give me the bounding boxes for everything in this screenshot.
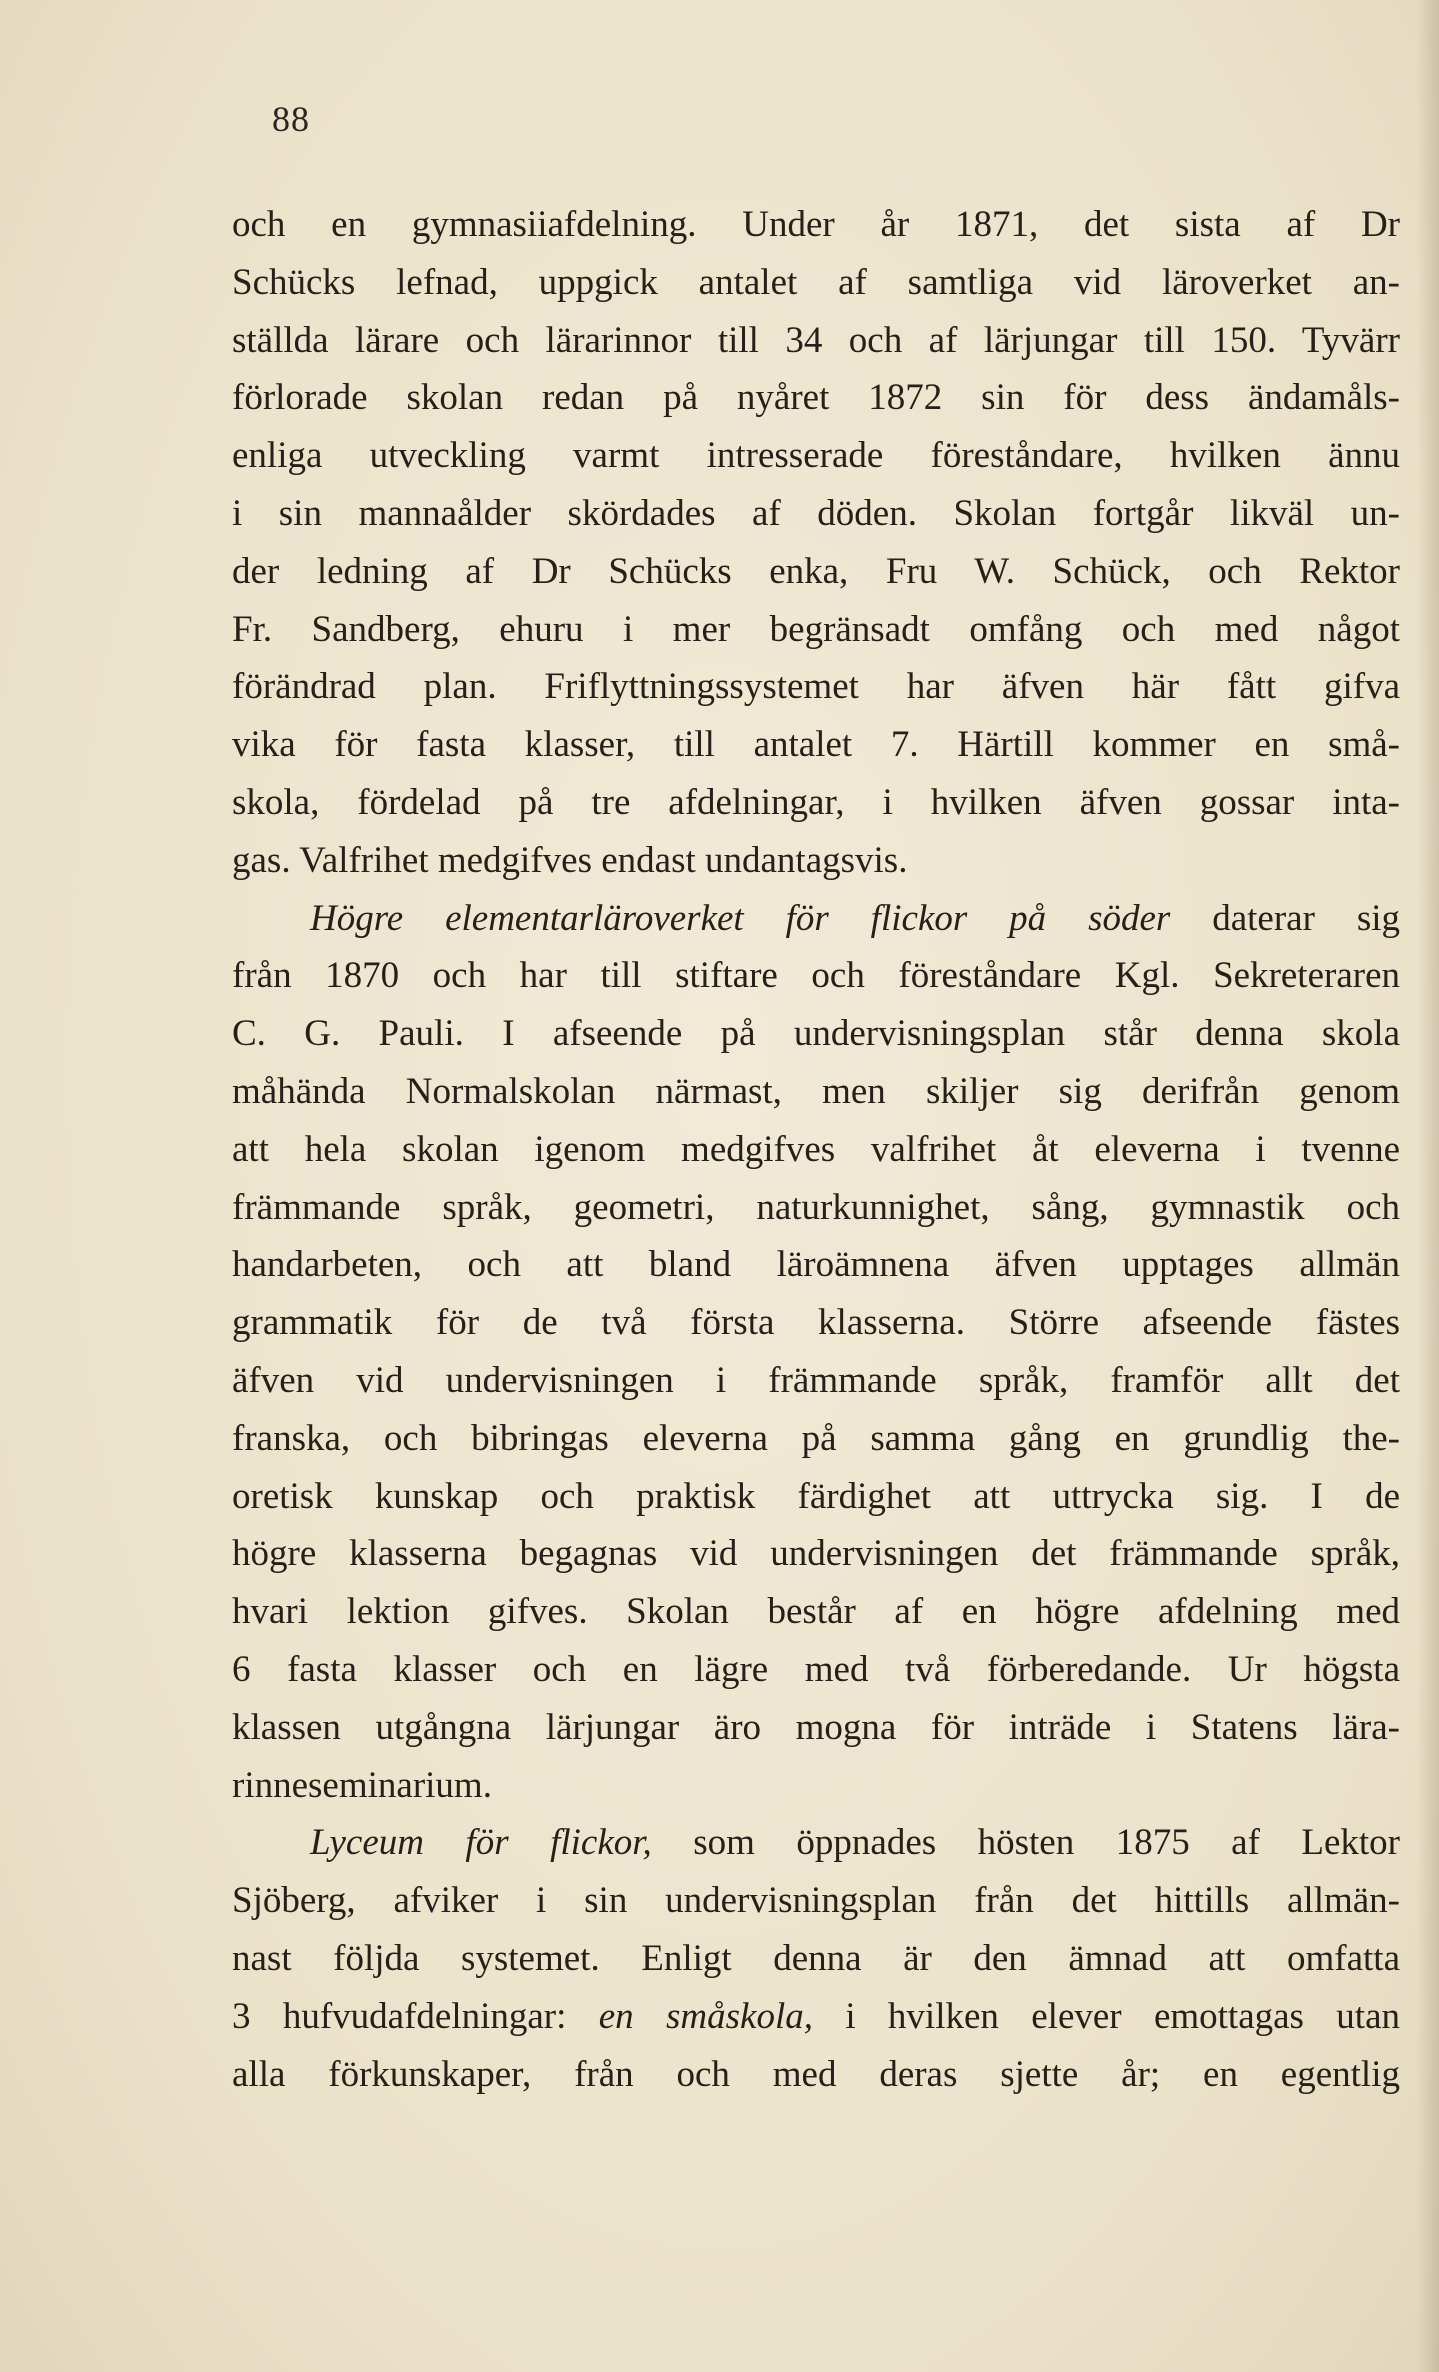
text-line: alla förkunskaper, från och med deras sjette år; en egentlig <box>232 2053 1400 2095</box>
page-edge-shadow <box>1417 0 1439 2372</box>
text-line: att hela skolan igenom medgifves valfrihet åt eleverna i tvenne <box>232 1128 1400 1170</box>
text-line <box>232 1814 1400 1872</box>
text-line: ställda lärare och lärarinnor till 34 och af lärjungar till 150. Tyvärr <box>232 319 1400 361</box>
text-line: franska, och bibringas eleverna på samma gång en grundlig the- <box>232 1417 1400 1459</box>
italic-heading: Högre elementarläroverket för flickor på söder <box>310 897 1171 939</box>
text-line: 6 fasta klasser och en lägre med två förberedande. Ur högsta <box>232 1648 1400 1690</box>
text-line: hvari lektion gifves. Skolan består af en högre afdelning med <box>232 1591 1400 1633</box>
page-number: 88 <box>272 99 310 139</box>
italic-term: en småskola, <box>598 1995 813 2037</box>
text-line: nast följda systemet. Enligt denna är den ämnad att omfatta <box>232 1937 1400 1979</box>
text-line: enliga utveckling varmt intresserade föreståndare, hvilken ännu <box>232 435 1400 477</box>
text-line <box>232 1988 1400 2046</box>
text-line: förändrad plan. Friflyttningssystemet har äfven här fått gifva <box>232 666 1400 708</box>
italic-heading: Lyceum för flickor, <box>310 1822 652 1864</box>
text-run: daterar sig <box>1170 897 1400 939</box>
text-line: Schücks lefnad, uppgick antalet af samtliga vid läroverket an- <box>232 261 1400 303</box>
text-line: äfven vid undervisningen i främmande språk, framför allt det <box>232 1359 1400 1401</box>
text-run: som öppnades hösten 1875 af Lektor <box>651 1822 1400 1864</box>
text-line: der ledning af Dr Schücks enka, Fru W. Schück, och Rektor <box>232 550 1400 592</box>
text-line: rinneseminarium. <box>232 1764 492 1806</box>
text-line: Fr. Sandberg, ehuru i mer begränsadt omfång och med något <box>232 608 1400 650</box>
text-line: oretisk kunskap och praktisk färdighet att uttrycka sig. I de <box>232 1475 1400 1517</box>
text-line: förlorade skolan redan på nyåret 1872 sin för dess ändamåls- <box>232 377 1400 419</box>
text-line: handarbeten, och att bland läroämnena äfven upptages allmän <box>232 1244 1400 1286</box>
text-line <box>232 890 1400 948</box>
text-line: vika för fasta klasser, till antalet 7. Härtill kommer en små- <box>232 724 1400 766</box>
text-run: i hvilken elever emottagas utan <box>812 1995 1400 2037</box>
text-line: grammatik för de två första klasserna. Större afseende fästes <box>232 1302 1400 1344</box>
text-line: i sin mannaålder skördades af döden. Skolan fortgår likväl un- <box>232 492 1400 534</box>
text-line: C. G. Pauli. I afseende på undervisningsplan står denna skola <box>232 1013 1400 1055</box>
text-line: skola, fördelad på tre afdelningar, i hvilken äfven gossar inta- <box>232 781 1400 823</box>
text-line: gas. Valfrihet medgifves endast undantagsvis. <box>232 839 908 881</box>
text-line: och en gymnasiiafdelning. Under år 1871, det sista af Dr <box>232 204 1400 245</box>
text-line: från 1870 och har till stiftare och föreståndare Kgl. Sekreteraren <box>232 955 1400 997</box>
text-line: Sjöberg, afviker i sin undervisningsplan från det hittills allmän- <box>232 1880 1400 1922</box>
body-text <box>232 196 1400 2103</box>
text-line: främmande språk, geometri, naturkunnighet, sång, gymnastik och <box>232 1186 1400 1228</box>
text-line: måhända Normalskolan närmast, men skiljer sig derifrån genom <box>232 1070 1400 1112</box>
text-run: 3 hufvudafdelningar: <box>232 1995 599 2037</box>
text-line: högre klasserna begagnas vid undervisningen det främmande språk, <box>232 1533 1400 1575</box>
text-line: klassen utgångna lärjungar äro mogna för inträde i Statens lära- <box>232 1706 1400 1748</box>
